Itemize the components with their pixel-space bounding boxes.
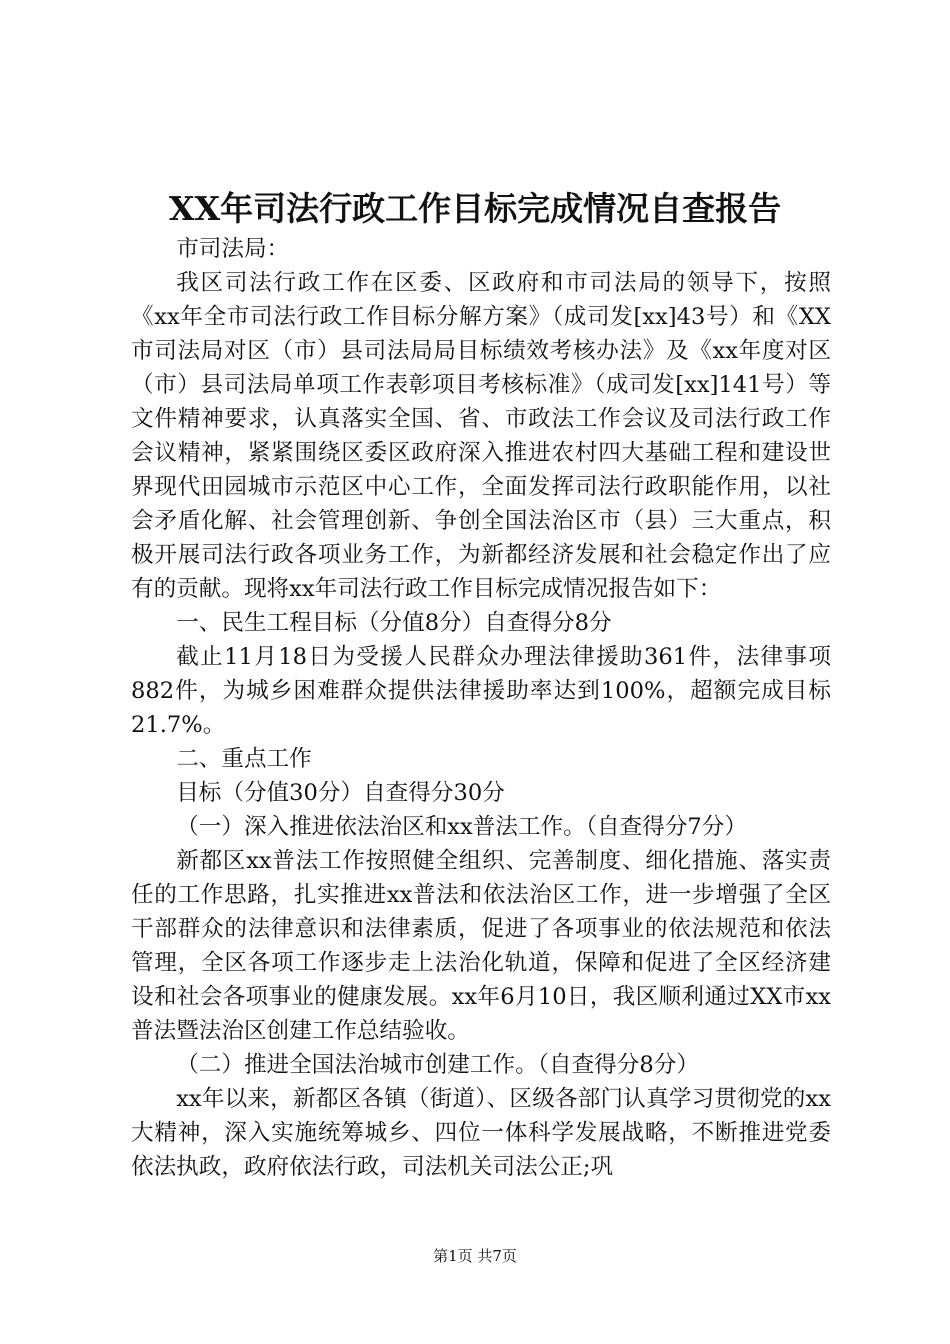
salutation: 市司法局： <box>176 236 290 262</box>
subsection-1-paragraph: 新都区xx普法工作按照健全组织、完善制度、细化措施、落实责任的工作思路，扎实推进xx普法和依法治区工作，进一步增强了全区干部群众的法律意识和法律素质，促进了各项事业的依法规范和依法管理，全区各项工作逐步走上法治化轨道，保障和促进了全区经济建设和社会各项事业的健康发展。xx年6月10日，我区顺利通过XX市xx普法暨法治区创建工作总结验收。 <box>131 848 831 1044</box>
document-title: XX年司法行政工作目标完成情况自查报告 <box>168 189 782 228</box>
subsection-heading-1: （一）深入推进依法治区和xx普法工作。（自查得分7分） <box>176 814 747 840</box>
document-body <box>131 232 831 1184</box>
subsection-heading-2: （二）推进全国法治城市创建工作。（自查得分8分） <box>176 1052 699 1078</box>
page-footer: 第1页 共7页 <box>433 1247 517 1265</box>
section-2-score: 目标（分值30分）自查得分30分 <box>176 780 505 806</box>
intro-paragraph: 我区司法行政工作在区委、区政府和市司法局的领导下，按照《xx年全市司法行政工作目标分解方案》（成司发[xx]43号）和《XX市司法局对区（市）县司法局局目标绩效考核办法》及《xx年度对区（市）县司法局单项工作表彰项目考核标准》（成司发[xx]141号）等文件精神要求，认真落实全国、省、市政法工作会议及司法行政工作会议精神，紧紧围绕区委区政府深入推进农村四大基础工程和建设世界现代田园城市示范区中心工作，全面发挥司法行政职能作用，以社会矛盾化解、社会管理创新、争创全国法治区市（县）三大重点，积极开展司法行政各项业务工作，为新都经济发展和社会稳定作出了应有的贡献。现将xx年司法行政工作目标完成情况报告如下： <box>131 270 831 602</box>
section-heading-2: 二、重点工作 <box>176 746 312 772</box>
section-1-paragraph: 截止11月18日为受援人民群众办理法律援助361件，法律事项882件，为城乡困难群众提供法律援助率达到100%，超额完成目标21.7%。 <box>131 644 831 738</box>
section-heading-1: 一、民生工程目标（分值8分）自查得分8分 <box>176 610 612 636</box>
subsection-2-paragraph: xx年以来，新都区各镇（街道）、区级各部门认真学习贯彻党的xx大精神，深入实施统筹城乡、四位一体科学发展战略，不断推进党委依法执政，政府依法行政，司法机关司法公正;巩 <box>131 1086 831 1180</box>
